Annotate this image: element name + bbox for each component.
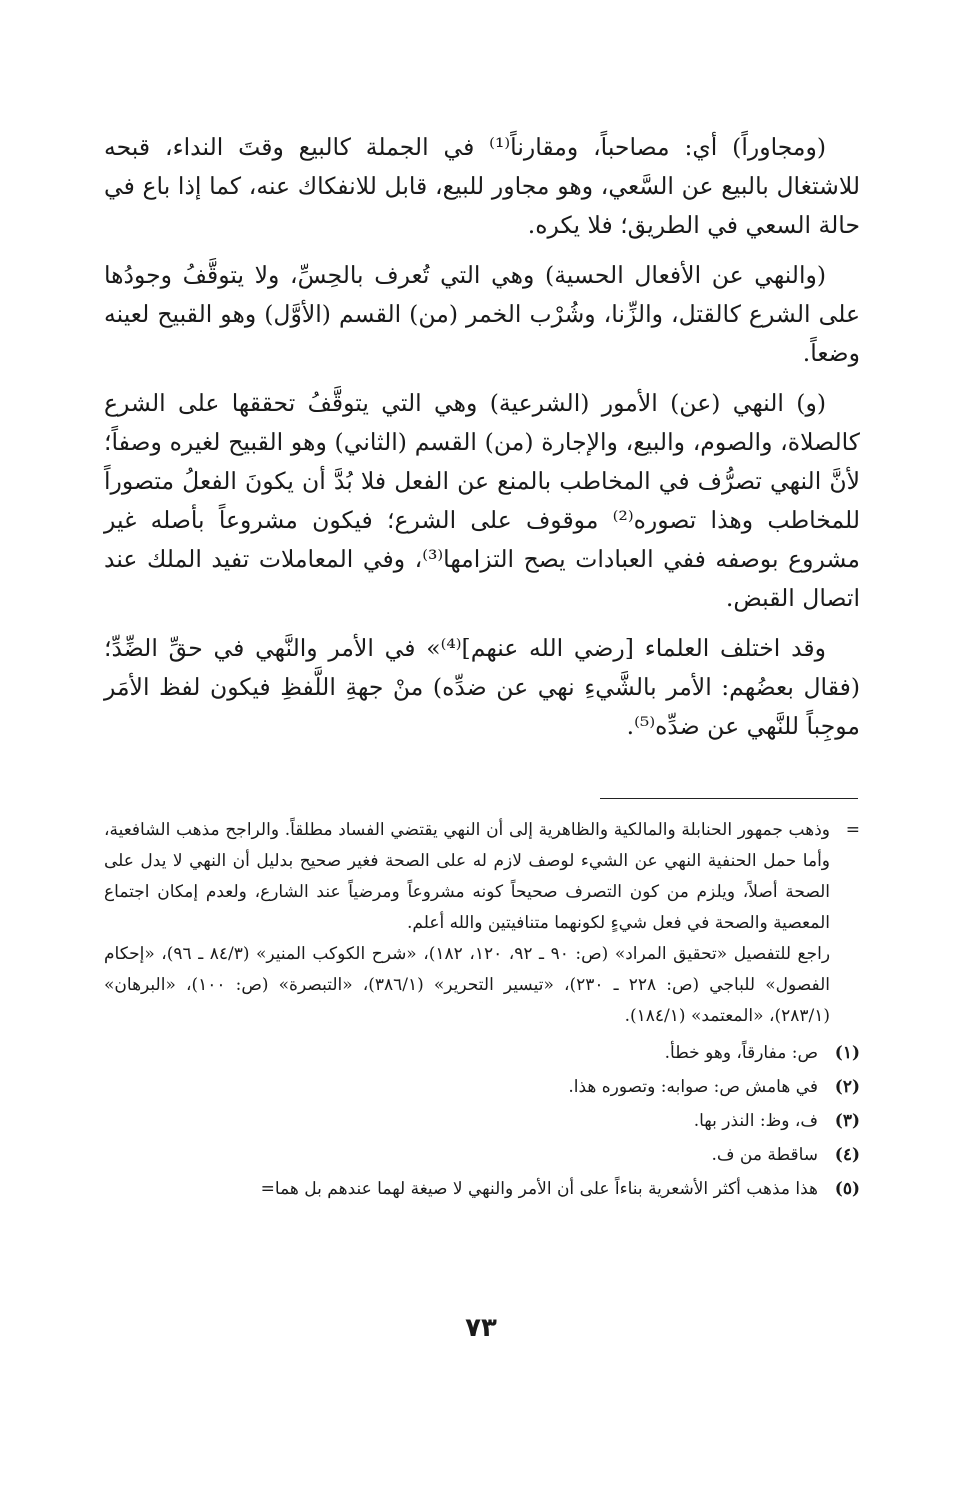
continuation-text-1: وذهب جمهور الحنابلة والمالكية والظاهرية إلى أن النهي يقتضي الفساد مطلقاً. والراجح مذهب الشافعية، وأما حمل الحنفية النهي عن الشيء لوصف لازم له على الصحة فغير صحيح بدليل أن النهي لا يدل على الصحة أصلاً، ويلزم من كون التصرف صحيحاً كونه مشروعاً ومرضياً عند الشارع، ولعدم إمكان اجتماع المعصية والصحة في فعل شيءٍ لكونهما متنافيتين والله أعلم. bbox=[104, 820, 830, 933]
footnote-number: (٣) bbox=[834, 1111, 860, 1131]
continuation-text-2: راجع للتفصيل «تحقيق المراد» (ص: ٩٠ ـ ٩٢، ١٢٠، ١٨٢)، «شرح الكوكب المنير» (٨٤/٣ ـ ٩٦)، «إحكام الفصول» للباجي (ص: ٢٢٨ ـ ٢٣٠)، «تيسير التحرير» (٣٨٦/١)، «التبصرة» (ص: ١٠٠)، «البرهان» (٢٨٣/١)، «المعتمد» (١٨٤/١). bbox=[104, 944, 831, 1026]
paragraph-1: (ومجاوراً) أي: مصاحباً، ومقارناً⁽¹⁾ في الجملة كالبيع وقتَ النداء، قبحه للاشتغال بالبيع عن السَّعي، وهو مجاور للبيع، قابل للانفكاك عنه، كما إذا باع في حالة السعي في الطريق؛ فلا يكره. bbox=[104, 133, 860, 239]
footnote-text: ف، وظ: النذر بها. bbox=[693, 1111, 818, 1131]
paragraph-4: وقد اختلف العلماء [رضي الله عنهم]⁽⁴⁾» في الأمر والنَّهي في حقِّ الضِّدِّ؛ (فقال بعضُهم: الأمر بالشَّيءِ نهي عن ضدِّه) منْ جهةِ اللَّفظِ فيكون لفظ الأمَر موجِباً للنَّهي عن ضدِّه⁽⁵⁾. bbox=[104, 634, 860, 740]
page-number: ٧٣ bbox=[465, 1313, 497, 1343]
footnote-item bbox=[104, 1140, 860, 1171]
footnote-separator bbox=[600, 798, 858, 799]
footnote-number: (٤) bbox=[834, 1145, 860, 1165]
footnote-continuation bbox=[104, 815, 860, 1032]
continuation-marker: = bbox=[845, 820, 860, 840]
footnote-text: في هامش ص: صوابه: وتصوره هذا. bbox=[568, 1077, 818, 1097]
footnote-item bbox=[104, 1038, 860, 1069]
footnote-text: ص: مفارقاً، وهو خطأ. bbox=[664, 1043, 818, 1063]
footnote-item bbox=[104, 1072, 860, 1103]
footnotes bbox=[104, 815, 860, 1208]
footnote-number: (٥) bbox=[834, 1179, 860, 1199]
footnote-number: (١) bbox=[834, 1043, 860, 1063]
footnote-list bbox=[104, 1038, 860, 1205]
footnote-number: (٢) bbox=[834, 1077, 860, 1097]
footnote-item bbox=[104, 1174, 860, 1205]
paragraph-3: (و) النهي (عن) الأمور (الشرعية) وهي التي يتوقَّفُ تحققها على الشرع كالصلاة، والصوم، والبيع، والإجارة (من) القسم (الثاني) وهو القبيح لغيره وصفاً؛ لأنَّ النهي تصرُّف في المخاطب بالمنع عن الفعل فلا بُدَّ أن يكونَ الفعلُ متصوراً للمخاطب وهذا تصوره⁽²⁾ موقوف على الشرع؛ فيكون مشروعاً بأصله غير مشروع بوصفه ففي العبادات يصح التزامها⁽³⁾، وفي المعاملات تفيد الملك عند اتصال القبض. bbox=[104, 389, 860, 612]
footnote-text: ساقطة من ف. bbox=[711, 1145, 818, 1165]
continuation-body bbox=[104, 815, 830, 1032]
footnote-text: هذا مذهب أكثر الأشعرية بناءاً على أن الأمر والنهي لا صيغة لهما عندهم بل هما= bbox=[260, 1179, 818, 1199]
main-text bbox=[104, 128, 860, 757]
paragraph-2: (والنهي عن الأفعال الحسية) وهي التي تُعرف بالحِسِّ، ولا يتوقَّفُ وجودُها على الشرع كالقتل، والزِّنا، وشُرْب الخمر (من) القسم (الأوَّل) وهو القبيح لعينه وضعاً. bbox=[104, 261, 860, 367]
footnote-item bbox=[104, 1106, 860, 1137]
